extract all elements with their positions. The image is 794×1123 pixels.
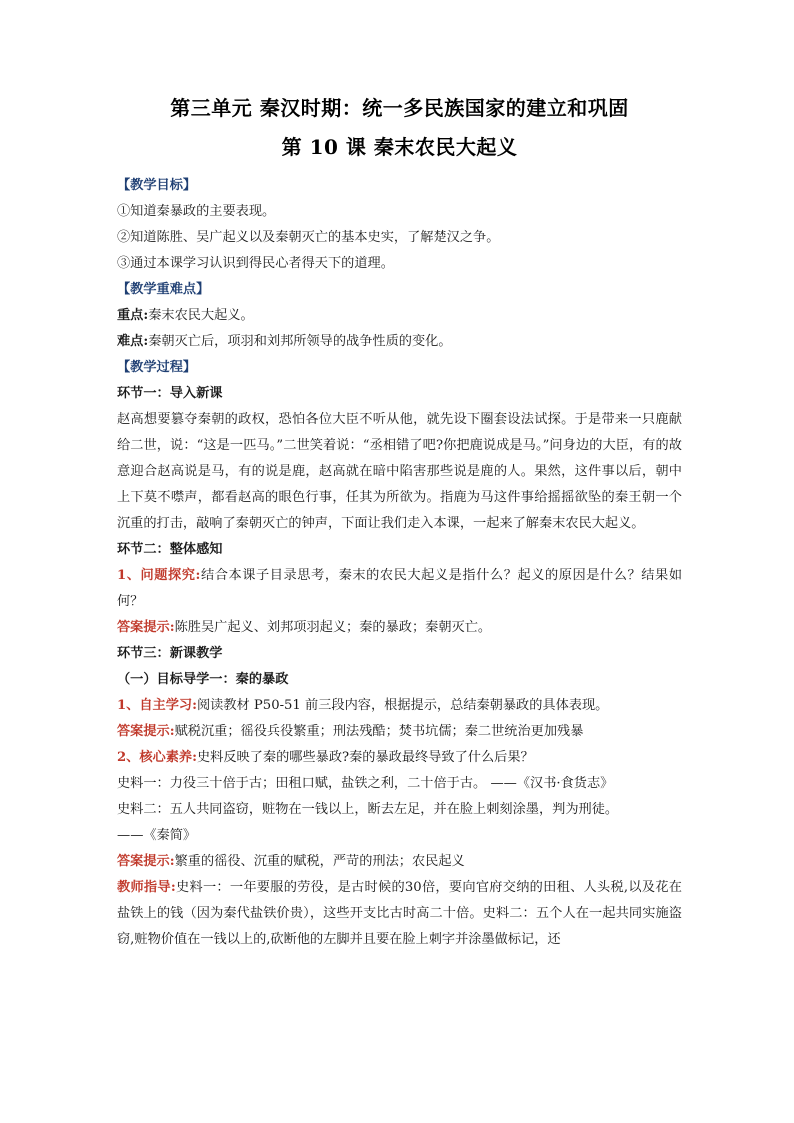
step1-title: 环节一：导入新课 <box>117 386 223 401</box>
question-text: 结合本课子目录思考，秦末的农民大起义是指什么？起义的原因是什么？结果如何？ <box>117 568 683 609</box>
question-label: 1、问题探究: <box>117 568 201 583</box>
core-literacy-label: 2、核心素养: <box>117 750 197 765</box>
source-two: 史料二：五人共同盗窃，赃物在一钱以上，断去左足，并在脸上刺刻涂墨，判为刑徒。 <box>117 802 619 817</box>
key-point-text: 秦末农民大起义。 <box>148 308 254 323</box>
core-literacy-text: 史料反映了秦的哪些暴政?秦的暴政最终导致了什么后果？ <box>196 750 534 765</box>
goals-heading: 【教学目标】 <box>117 178 197 193</box>
source-one: 史料一：力役三十倍于古；田租口赋，盐铁之利，二十倍于古。 ——《汉书·食货志》 <box>117 776 614 791</box>
difficult-point-label: 难点: <box>117 334 149 349</box>
unit-title: 第三单元 秦汉时期：统一多民族国家的建立和巩固 <box>170 96 629 120</box>
goal-item: ②知道陈胜、吴广起义以及秦朝灭亡的基本史实，了解楚汉之争。 <box>117 230 500 245</box>
self-study-text: 阅读教材 P50-51 前三段内容，根据提示，总结秦朝暴政的具体表现。 <box>196 698 609 713</box>
core-literacy-answer <box>117 849 682 875</box>
step1-text: 赵高想要篡夺秦朝的政权，恐怕各位大臣不听从他，就先设下圈套设法试探。于是带来一只鹿献给二世，说：“这是一匹马。”二世笑着说：“丞相错了吧?你把鹿说成是马。”问身边的大臣，有的故意迎合赵高说是马，有的说是鹿，赵高就在暗中陷害那些说是鹿的人。果然，这件事以后，朝中上下莫不噤声，都看赵高的眼色行事，任其为所欲为。指鹿为马这件事给摇摇欲坠的秦王朝一个沉重的打击，敲响了秦朝灭亡的钟声，下面让我们走入本课，一起来了解秦末农民大起义。 <box>117 412 682 531</box>
core-literacy <box>117 745 682 771</box>
self-study-label: 1、自主学习: <box>117 698 197 713</box>
answer-text: 繁重的徭役、沉重的赋税，严苛的刑法；农民起义 <box>174 854 465 869</box>
step2-answer <box>117 615 682 641</box>
process-heading: 【教学过程】 <box>117 360 197 375</box>
step3-title: 环节三：新课教学 <box>117 646 223 661</box>
answer-text: 赋税沉重；徭役兵役繁重；刑法残酷；焚书坑儒；秦二世统治更加残暴 <box>174 724 584 739</box>
answer-label: 答案提示: <box>117 620 175 635</box>
goal-item: ③通过本课学习认识到得民心者得天下的道理。 <box>117 256 394 271</box>
step2-title: 环节二：整体感知 <box>117 542 223 557</box>
answer-label: 答案提示: <box>117 854 175 869</box>
key-point <box>117 303 682 329</box>
difficult-point-text: 秦朝灭亡后，项羽和刘邦所领导的战争性质的变化。 <box>148 334 452 349</box>
teacher-guidance-text: 史料一：一年要服的劳役，是古时候的30倍，要向官府交纳的田租、人头税,以及花在盐铁上的钱（因为秦代盐铁价贵），这些开支比古时高二十倍。史料二：五个人在一起共同实施盗窃,赃物价值在一钱以上的,砍断他的左脚并且要在脸上刺字并涂墨做标记，还 <box>117 880 682 947</box>
teacher-guidance-label: 教师指导: <box>117 880 176 895</box>
document-page <box>117 92 682 953</box>
answer-label: 答案提示: <box>117 724 175 739</box>
key-point-label: 重点: <box>117 308 149 323</box>
teacher-guidance <box>117 875 682 953</box>
difficult-point <box>117 329 682 355</box>
goal-subtitle: （一）目标导学一：秦的暴政 <box>117 672 289 687</box>
lesson-title: 第 10 课 秦末农民大起义 <box>281 135 518 159</box>
self-study-answer <box>117 719 682 745</box>
answer-text: 陈胜吴广起义、刘邦项羽起义；秦的暴政；秦朝灭亡。 <box>174 620 492 635</box>
step2-question <box>117 563 682 615</box>
keypoints-heading: 【教学重难点】 <box>117 282 210 297</box>
self-study <box>117 693 682 719</box>
source-two-citation: ——《秦简》 <box>117 828 197 843</box>
goal-item: ①知道秦暴政的主要表现。 <box>117 204 276 219</box>
